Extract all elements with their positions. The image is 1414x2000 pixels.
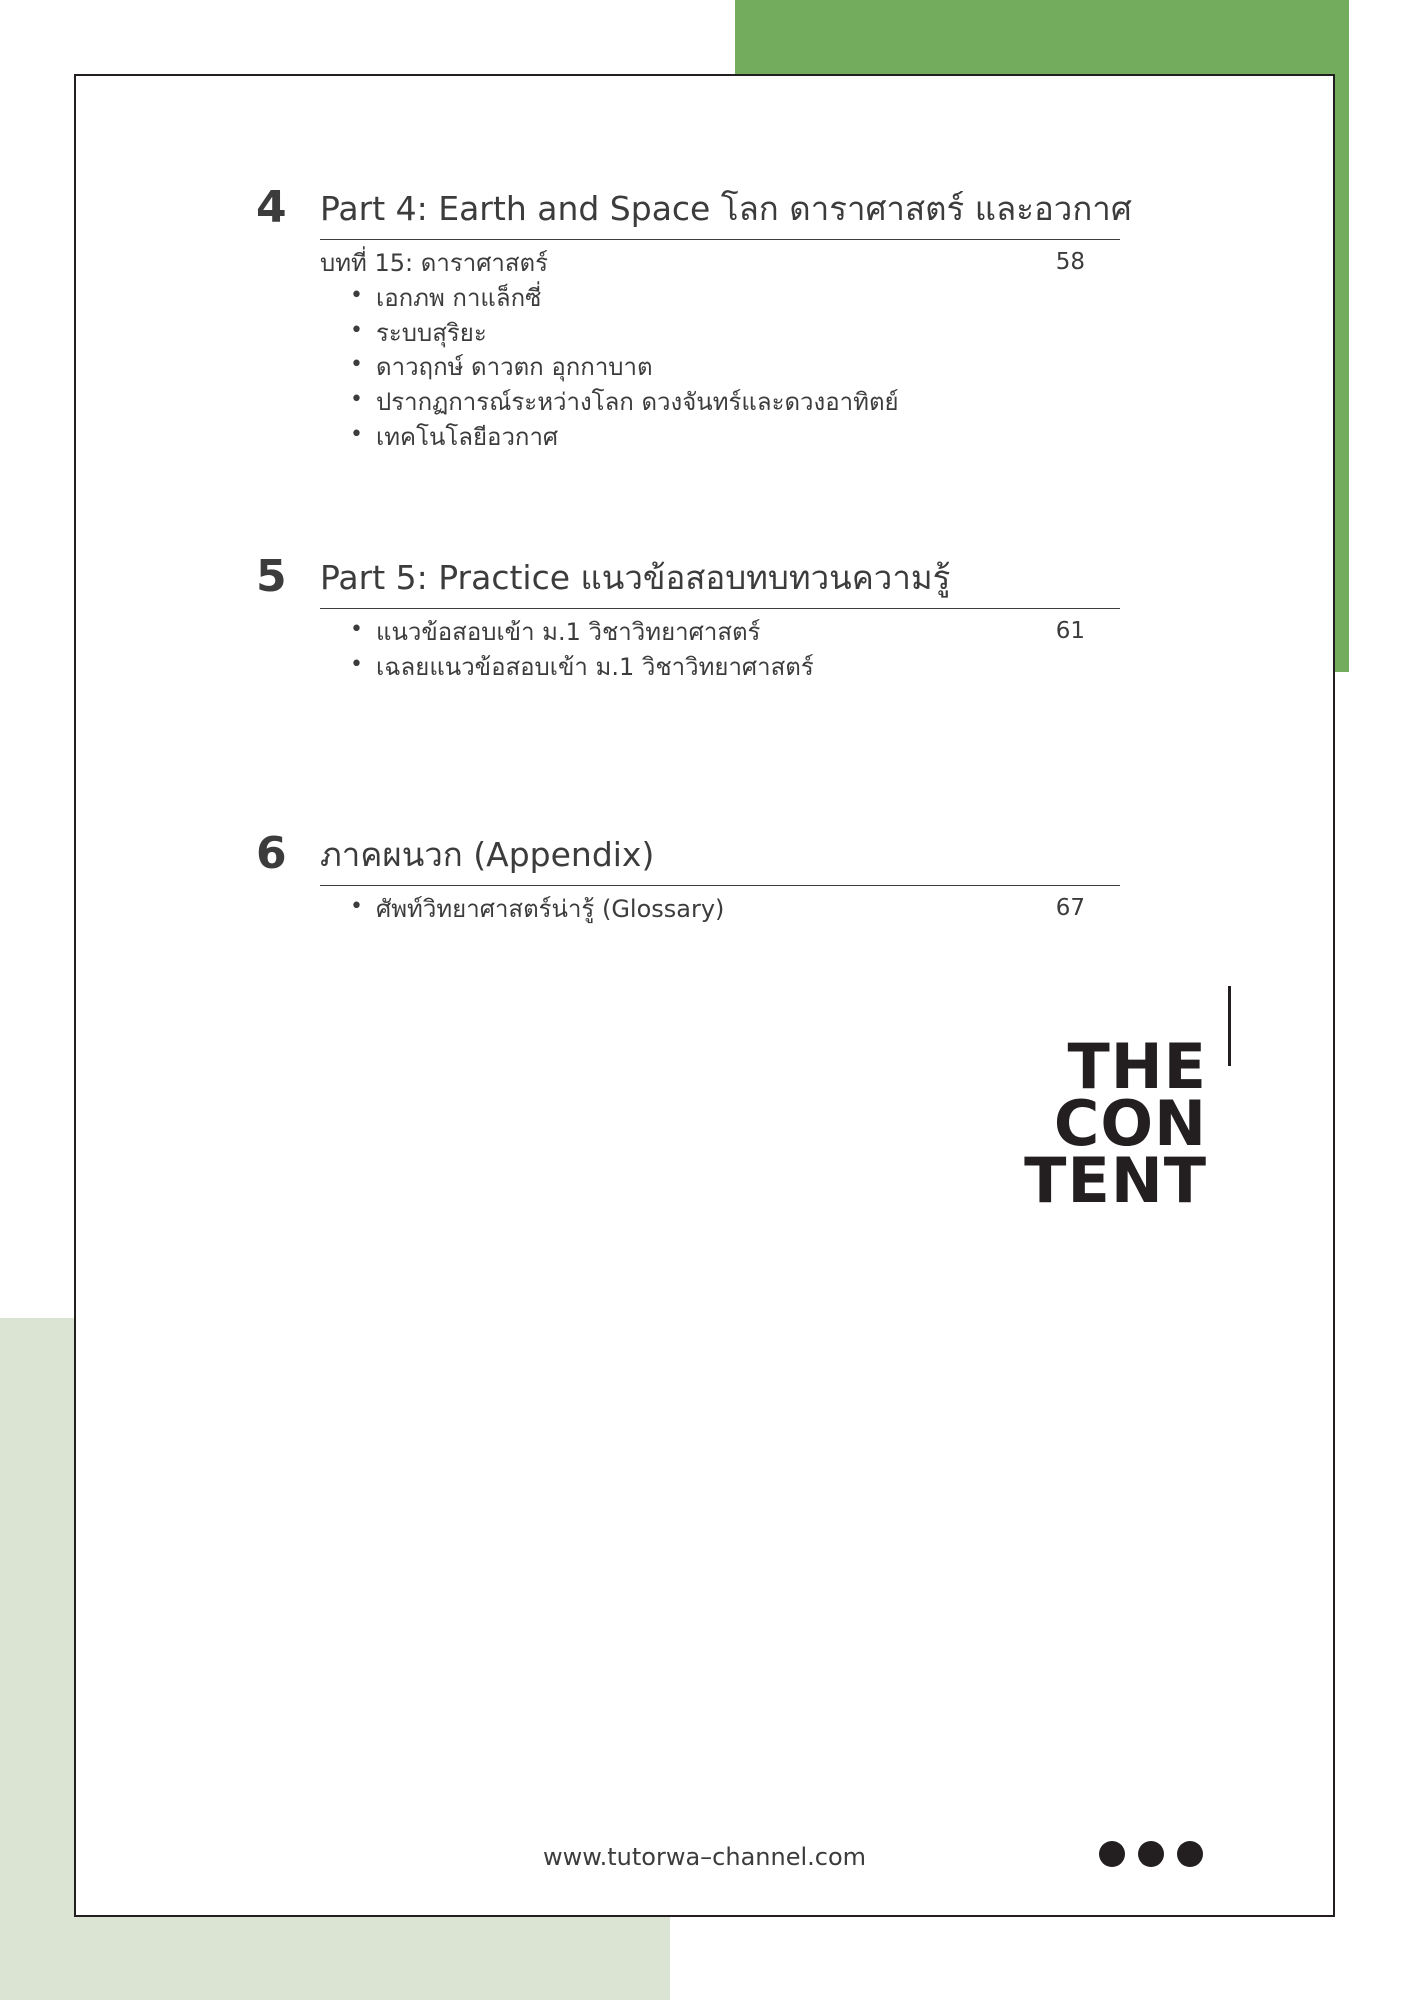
topic-list (320, 892, 1120, 927)
list-item (320, 420, 1120, 455)
part-number: 5 (256, 550, 286, 602)
topic-page-number: 67 (1055, 895, 1085, 922)
topic-list (320, 281, 1120, 455)
dot-icon (1177, 1841, 1203, 1867)
dot-icon (1099, 1841, 1125, 1867)
list-item (320, 385, 1120, 420)
part-title: Part 4: Earth and Space โลก ดาราศาสตร์ และอวกาศ (320, 189, 1132, 229)
wordmark-line-3: TENT (1024, 1144, 1207, 1218)
topic-label: ระบบสุริยะ (376, 318, 487, 347)
list-item (320, 350, 1120, 385)
topic-label: เทคโนโลยีอวกาศ (376, 422, 559, 451)
topic-label: ศัพท์วิทยาศาสตร์น่ารู้ (Glossary) (376, 895, 725, 924)
part-body (320, 609, 1120, 685)
part-body (320, 240, 1120, 455)
toc-part-6 (256, 828, 1156, 927)
chapter-page-number: 58 (1055, 249, 1085, 275)
list-item (320, 281, 1120, 316)
list-item (320, 650, 1120, 685)
chapter-line (320, 246, 1120, 281)
topic-label: แนวข้อสอบเข้า ม.1 วิชาวิทยาศาสตร์ (376, 617, 761, 646)
footer-dots-decoration (1099, 1841, 1203, 1867)
part-header (256, 550, 1156, 602)
spacer (256, 463, 1156, 555)
footer-website-url: www.tutorwa–channel.com (542, 1843, 867, 1871)
part-title: ภาคผนวก (Appendix) (320, 835, 655, 875)
part-body (320, 886, 1120, 927)
toc-part-5 (256, 550, 1156, 685)
part-title: Part 5: Practice แนวข้อสอบทบทวนความรู้ (320, 557, 951, 597)
page-card (74, 74, 1335, 1917)
content-wordmark (1024, 1030, 1207, 1218)
topic-label: เอกภพ กาแล็กซี่ (376, 283, 542, 312)
part-number: 6 (256, 828, 286, 880)
part-header (256, 828, 1156, 880)
topic-label: ดาวฤกษ์ ดาวตก อุกกาบาต (376, 353, 653, 382)
spacer (256, 692, 1156, 832)
topic-label: เฉลยแนวข้อสอบเข้า ม.1 วิชาวิทยาศาสตร์ (376, 652, 814, 681)
topic-label: ปรากฏการณ์ระหว่างโลก ดวงจันทร์และดวงอาทิตย์ (376, 388, 899, 417)
list-item (320, 892, 1120, 927)
list-item (320, 316, 1120, 351)
list-item (320, 615, 1120, 650)
wordmark-line-2: CON (1053, 1087, 1207, 1161)
topic-list (320, 615, 1120, 685)
part-header (256, 182, 1156, 233)
table-of-contents (256, 182, 1156, 935)
part-number: 4 (256, 182, 286, 233)
vertical-rule (1228, 986, 1231, 1066)
topic-page-number: 61 (1055, 617, 1085, 644)
dot-icon (1138, 1841, 1164, 1867)
toc-part-4 (256, 182, 1156, 455)
chapter-label: บทที่ 15: ดาราศาสตร์ (320, 249, 549, 277)
wordmark-line-1: THE (1067, 1030, 1207, 1103)
